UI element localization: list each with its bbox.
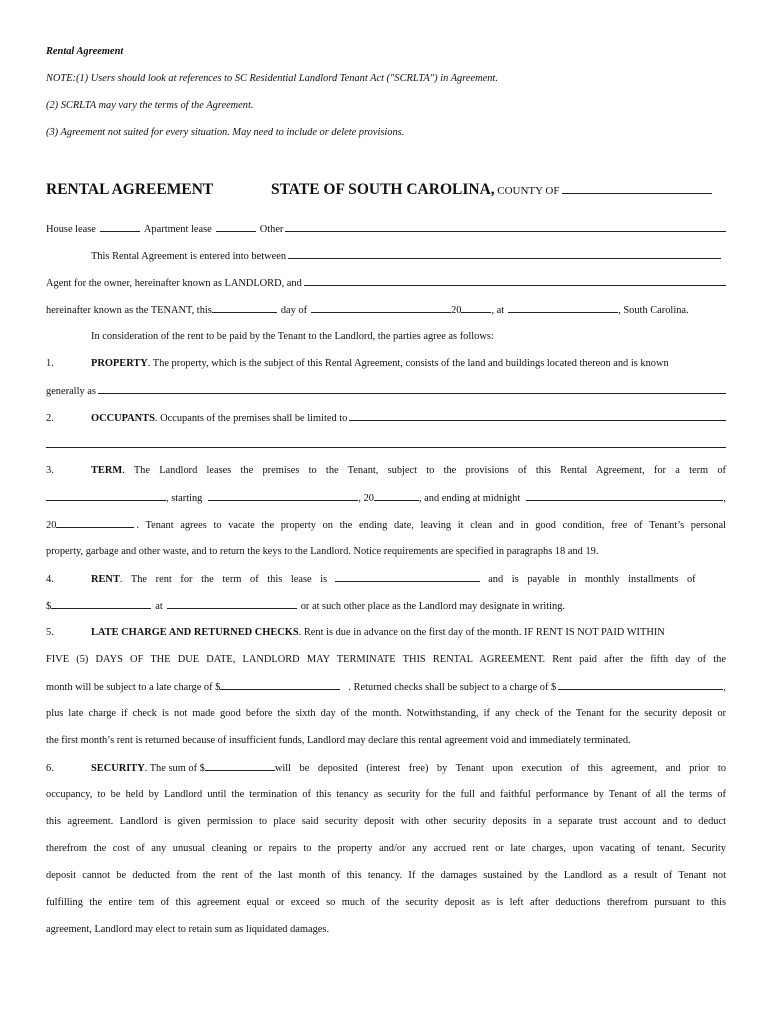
payment-place-field[interactable] [167,599,297,609]
end-year-field[interactable] [56,518,134,528]
entered-label: This Rental Agreement is entered into between [91,251,287,262]
main-heading [46,183,726,203]
month-field[interactable] [311,303,451,313]
section-4-line-1 [46,572,726,587]
at-label: , at [491,305,505,316]
note-1: NOTE:(1) Users should look at references to SC Residential Landlord Tenant Act ("SCRLTA") in Agreement. [46,73,498,84]
section-6-line-1 [46,761,726,776]
term-field[interactable] [46,491,166,501]
generally-as-label: generally as [46,386,96,397]
consideration-text: In consideration of the rent to be paid by the Tenant to the Landlord, the parties agree as follows: [91,331,494,342]
document-title: Rental Agreement [46,46,124,57]
at-label-rent: at [155,601,163,612]
section-2-text: . Occupants of the premises shall be limited to [154,413,348,424]
section-6-line-2: occupancy, to be held by Landlord until the termination of this tenancy as security for the full and faithful performance by Tenant of all the terms of [46,789,726,800]
section-3-line-3 [46,518,726,533]
section-4-text-b: and is payable in monthly installments of [488,574,696,585]
section-3-line-2 [46,491,726,506]
other-label: Other [259,224,284,235]
heading-rental-agreement: RENTAL AGREEMENT [46,181,214,198]
day-of-label: day of [280,305,308,316]
other-field[interactable] [285,222,726,232]
section-5-line-2: FIVE (5) DAYS OF THE DUE DATE, LANDLORD MAY TERMINATE THIS RENTAL AGREEMENT. Rent paid after the fifth day of the [46,654,726,665]
heading-state-label: STATE OF SOUTH CAROLINA, [271,181,495,198]
section-4-text-c: or at such other place as the Landlord may designate in writing. [300,601,566,612]
tenant-name-field[interactable] [304,276,726,286]
start-date-field[interactable] [208,491,358,501]
south-carolina-label: , South Carolina. [618,305,689,316]
end-year-prefix: 20 [46,520,57,531]
apartment-lease-field[interactable] [216,222,256,232]
section-6-line-5: deposit cannot be deducted from the rent of the last month of this tenancy. If the damages sustained by the Landlord as a result of Tenant not [46,870,726,881]
section-4-title: RENT [91,574,120,585]
section-5-number: 5. [46,627,54,638]
heading-county-label: COUNTY OF [497,185,560,197]
section-3-text: . The Landlord leases the premises to the Tenant, subject to the provisions of this Rental Agreement, for a term of [122,465,726,476]
section-5-title: LATE CHARGE AND RETURNED CHECKS [91,627,299,638]
city-field[interactable] [508,303,618,313]
security-sum-label: . The sum of $ [144,763,205,774]
section-6-line-4: therefrom the cost of any unusual cleaning or repairs to the property and/or any accrued rent or late charges, upon vacating of tenant. Security [46,843,726,854]
house-lease-field[interactable] [100,222,140,232]
start-year-prefix: , 20 [358,493,374,504]
year-field[interactable] [461,303,491,313]
county-field[interactable] [562,184,712,194]
parties-field[interactable] [288,249,721,259]
section-5-line-1-text: . Rent is due in advance on the first day of the month. IF RENT IS NOT PAID WITHIN [298,627,665,638]
apartment-lease-label: Apartment lease [143,224,212,235]
year-prefix: 20 [451,305,462,316]
section-1-line-1 [46,357,726,371]
end-date-field[interactable] [526,491,723,501]
returned-check-comma: , [723,682,726,693]
late-charge-field[interactable] [220,680,340,690]
security-deposit-field[interactable] [205,761,275,771]
tenant-label: hereinafter known as the TENANT, this [46,305,212,316]
section-6-line-7: agreement, Landlord may elect to retain sum as liquidated damages. [46,924,330,935]
section-4-text-a: . The rent for the term of this lease is [119,574,328,585]
section-4-number: 4. [46,574,54,585]
section-1-text: . The property, which is the subject of this Rental Agreement, consists of the land and buildings located thereon and is known [147,358,669,369]
occupants-field[interactable] [349,411,726,421]
section-6-title: SECURITY [91,763,145,774]
section-3-line-1 [46,464,726,478]
section-2-line-1 [46,411,726,426]
section-6-line-1-text: will be deposited (interest free) by Tenant upon execution of this agreement, and prior to [274,763,726,774]
late-charge-label: month will be subject to a late charge of $ [46,682,221,693]
house-lease-label: House lease [46,224,96,235]
section-6-line-3: this agreement. Landlord is given permission to place said security deposit with other security deposits in a separate trust account and to deduct [46,816,726,827]
section-3-title: TERM [91,465,123,476]
entered-line [91,249,721,264]
section-5-line-1 [46,626,726,640]
ending-label: , and ending at midnight [418,493,521,504]
section-5-line-3 [46,680,726,695]
lease-type-line [46,222,726,237]
section-5-line-5: the first month’s rent is returned because of insufficient funds, Landlord may declare this rental agreement void and immediately terminated. [46,735,631,746]
monthly-amount-field[interactable] [51,599,151,609]
rent-total-field[interactable] [335,572,480,582]
section-1-title: PROPERTY [91,358,148,369]
agent-label: Agent for the owner, hereinafter known as LANDLORD, and [46,278,302,289]
section-6-number: 6. [46,763,54,774]
section-1-number: 1. [46,358,54,369]
section-5-line-4: plus late charge if check is not made good before the sixth day of the month. Notwithstanding, if any check of the Tenant for the security deposit or [46,708,726,719]
section-4-line-2 [46,599,726,614]
occupants-field-2[interactable] [46,447,726,448]
section-2-number: 2. [46,413,54,424]
note-3: (3) Agreement not suited for every situation. May need to include or delete provisions. [46,127,405,138]
returned-check-field[interactable] [558,680,723,690]
returned-check-label: . Returned checks shall be subject to a charge of $ [348,682,557,693]
day-field[interactable] [212,303,277,313]
section-2-title: OCCUPANTS [91,413,155,424]
section-3-line-4: property, garbage and other waste, and to return the keys to the Landlord. Notice requirements are specified in paragraphs 18 and 19. [46,546,599,557]
starting-label: , starting [166,493,203,504]
section-6-line-6: fulfilling the entire tem of this agreement equal or exceed so much of the security deposit as is left after deductions therefrom pursuant to this [46,897,726,908]
section-3-number: 3. [46,465,54,476]
agent-line [46,276,726,291]
heading-state [271,183,712,199]
tenant-date-line [46,303,726,318]
property-description-field[interactable] [98,384,726,394]
start-year-field[interactable] [374,491,419,501]
dollar-sign: $ [46,601,52,612]
note-2: (2) SCRLTA may vary the terms of the Agreement. [46,100,254,111]
vacate-text: . Tenant agrees to vacate the property on the ending date, leaving it clean and in good condition, free of Tenant’s personal [136,520,726,531]
end-comma: , [723,493,726,504]
section-1-line-2 [46,384,726,399]
